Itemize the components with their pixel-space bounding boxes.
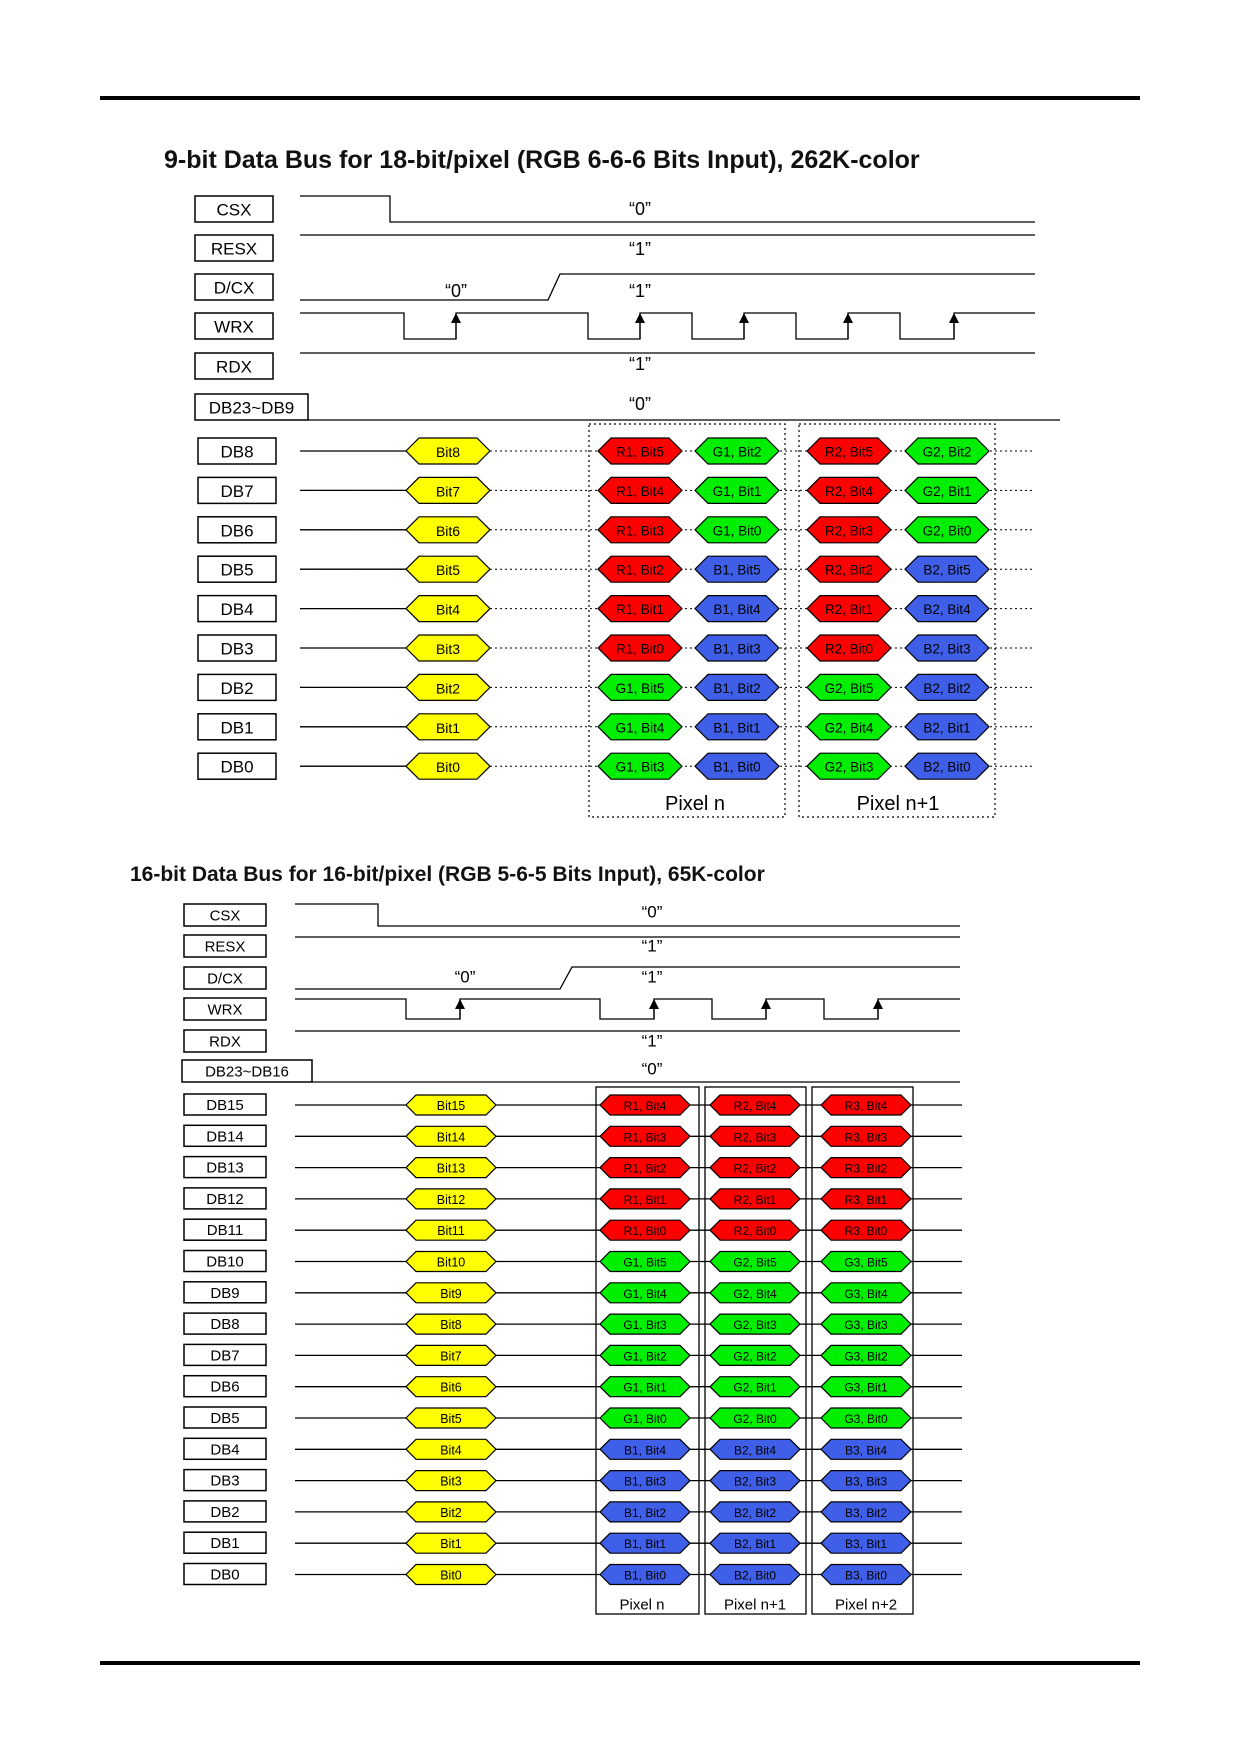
- d1-cell-3-0: R1, Bit2: [615, 562, 665, 578]
- d2-wrx-rising-edge-3: [761, 999, 771, 1009]
- d2-cell-15-2: B3, Bit0: [844, 1568, 888, 1583]
- d2-cell-14-0: B1, Bit1: [623, 1537, 667, 1552]
- d2-resx-level: “1”: [641, 936, 663, 956]
- d1-wrx-rising-edge-2: [635, 313, 645, 323]
- d2-cell-11-2: B3, Bit4: [844, 1443, 888, 1458]
- d2-cell-5-1: G2, Bit5: [733, 1255, 777, 1270]
- d2-data-line-db14: DB14: [206, 1128, 244, 1146]
- d2-cell-bit5: Bit5: [440, 1412, 462, 1426]
- d1-cell-6-1: B1, Bit2: [713, 680, 761, 696]
- d1-wrx-rising-edge-4: [843, 313, 853, 323]
- d2-cell-bit7: Bit7: [440, 1349, 462, 1364]
- d1-cell-bit2: Bit2: [435, 680, 461, 697]
- d1-cell-1-3: G2, Bit1: [922, 483, 972, 499]
- d1-signal-resx: RESX: [210, 239, 258, 259]
- d2-cell-4-0: R1, Bit0: [623, 1224, 667, 1239]
- d1-data-line-db4: DB4: [220, 600, 254, 620]
- d1-cell-8-2: G2, Bit3: [824, 759, 874, 775]
- d2-wrx-rising-edge-4: [873, 999, 883, 1009]
- d1-cell-2-3: G2, Bit0: [922, 523, 972, 539]
- d1-wrx-rising-edge-3: [739, 313, 749, 323]
- d2-cell-4-2: R3, Bit0: [844, 1224, 888, 1239]
- d2-signal-wrx: WRX: [207, 1001, 243, 1019]
- d2-cell-3-2: R3, Bit1: [844, 1192, 888, 1207]
- d1-cell-7-3: B2, Bit1: [923, 720, 971, 736]
- d1-cell-1-1: G1, Bit1: [712, 483, 762, 499]
- d2-cell-15-0: B1, Bit0: [623, 1568, 667, 1583]
- d2-cell-3-0: R1, Bit1: [623, 1192, 667, 1207]
- d2-cell-9-2: G3, Bit1: [844, 1380, 888, 1395]
- d2-data-line-db12: DB12: [206, 1190, 244, 1208]
- d1-pixel-label-1: Pixel n: [664, 793, 726, 815]
- d2-cell-8-2: G3, Bit2: [844, 1349, 888, 1364]
- d2-cell-7-1: G2, Bit3: [733, 1318, 777, 1333]
- d1-cell-4-1: B1, Bit4: [713, 602, 761, 618]
- d2-data-line-db5: DB5: [210, 1410, 240, 1427]
- d2-cell-12-1: B2, Bit3: [733, 1474, 777, 1489]
- d1-data-line-db2: DB2: [220, 678, 254, 698]
- d2-db-upper-level: “0”: [641, 1059, 663, 1079]
- d1-resx-level: “1”: [629, 239, 651, 259]
- d2-cell-0-1: R2, Bit4: [733, 1099, 777, 1113]
- d2-signal-db-upper: DB23~DB16: [205, 1063, 289, 1081]
- d1-cell-5-3: B2, Bit3: [923, 641, 971, 657]
- d1-cell-3-2: R2, Bit2: [824, 562, 874, 578]
- d1-cell-4-0: R1, Bit1: [615, 602, 665, 618]
- d1-cell-6-3: B2, Bit2: [923, 680, 971, 696]
- d2-data-line-db7: DB7: [210, 1347, 240, 1365]
- d2-cell-9-0: G1, Bit1: [623, 1380, 667, 1395]
- d2-cell-5-2: G3, Bit5: [844, 1255, 888, 1270]
- d1-cell-0-2: R2, Bit5: [824, 444, 874, 460]
- d2-cell-1-2: R3, Bit3: [844, 1130, 888, 1145]
- d2-pixel-label-1: Pixel n: [619, 1596, 665, 1614]
- d2-cell-2-2: R3, Bit2: [844, 1161, 888, 1176]
- d1-dcx-level-before: “0”: [445, 281, 467, 301]
- d2-cell-bit3: Bit3: [440, 1474, 462, 1489]
- d1-data-line-db5: DB5: [220, 560, 254, 580]
- d1-cell-1-2: R2, Bit4: [824, 483, 874, 499]
- d2-cell-3-1: R2, Bit1: [733, 1192, 777, 1207]
- d2-cell-bit4: Bit4: [440, 1443, 462, 1458]
- d1-signal-csx: CSX: [216, 200, 252, 220]
- d1-cell-7-1: B1, Bit1: [713, 720, 761, 736]
- d1-cell-bit4: Bit4: [435, 601, 461, 618]
- d2-cell-2-1: R2, Bit2: [733, 1161, 777, 1176]
- d1-cell-3-3: B2, Bit5: [923, 562, 971, 578]
- d2-data-line-db6: DB6: [210, 1378, 240, 1396]
- d2-dcx-waveform: [295, 967, 960, 989]
- d1-dcx-waveform: [300, 274, 1035, 300]
- d2-cell-2-0: R1, Bit2: [623, 1161, 667, 1176]
- d2-cell-12-2: B3, Bit3: [844, 1474, 888, 1489]
- d2-data-line-db8: DB8: [210, 1316, 240, 1334]
- d1-rdx-level: “1”: [629, 354, 651, 374]
- diagram-1-title: 9-bit Data Bus for 18-bit/pixel (RGB 6-6-6 Bits Input), 262K-color: [164, 146, 920, 174]
- d2-cell-13-2: B3, Bit2: [844, 1505, 888, 1520]
- d2-cell-14-2: B3, Bit1: [844, 1537, 888, 1552]
- d1-signal-wrx: WRX: [214, 317, 254, 337]
- d2-csx-level: “0”: [641, 902, 663, 922]
- d2-cell-6-2: G3, Bit4: [844, 1286, 888, 1301]
- d1-wrx-rising-edge-5: [949, 313, 959, 323]
- d1-cell-bit5: Bit5: [435, 562, 461, 579]
- d2-wrx-rising-edge-1: [455, 999, 465, 1009]
- d1-data-line-db3: DB3: [220, 639, 254, 659]
- d2-cell-bit10: Bit10: [436, 1255, 466, 1270]
- d2-cell-14-1: B2, Bit1: [733, 1537, 777, 1552]
- d1-signal-db-upper: DB23~DB9: [208, 398, 295, 418]
- d2-cell-11-1: B2, Bit4: [733, 1443, 777, 1458]
- d2-wrx-waveform: [295, 999, 960, 1019]
- d2-data-line-db1: DB1: [210, 1535, 240, 1553]
- d1-wrx-waveform: [300, 313, 1035, 339]
- d1-cell-3-1: B1, Bit5: [713, 562, 761, 578]
- d2-pixel-label-2: Pixel n+1: [723, 1596, 787, 1614]
- d1-data-line-db8: DB8: [220, 442, 254, 462]
- d2-cell-15-1: B2, Bit0: [733, 1568, 777, 1583]
- d1-cell-2-0: R1, Bit3: [615, 523, 665, 539]
- d2-cell-13-0: B1, Bit2: [623, 1505, 667, 1520]
- d2-data-line-db3: DB3: [210, 1472, 240, 1490]
- d1-cell-8-3: B2, Bit0: [923, 759, 971, 775]
- d1-cell-bit7: Bit7: [435, 483, 461, 500]
- d2-cell-5-0: G1, Bit5: [623, 1255, 667, 1270]
- d1-data-line-db0: DB0: [220, 757, 254, 777]
- d2-cell-bit11: Bit11: [437, 1224, 465, 1239]
- d1-cell-4-3: B2, Bit4: [923, 602, 971, 618]
- d2-cell-10-1: G2, Bit0: [733, 1412, 777, 1426]
- d2-cell-bit14: Bit14: [436, 1130, 466, 1145]
- d1-cell-bit8: Bit8: [435, 444, 461, 460]
- d2-cell-bit15: Bit15: [436, 1099, 466, 1113]
- d2-cell-0-2: R3, Bit4: [844, 1099, 888, 1113]
- d2-dcx-level-before: “0”: [454, 967, 476, 987]
- d2-data-line-db2: DB2: [210, 1503, 240, 1521]
- d2-cell-bit13: Bit13: [436, 1161, 466, 1176]
- d2-signal-rdx: RDX: [209, 1033, 241, 1051]
- d1-data-line-db7: DB7: [220, 481, 254, 501]
- d2-cell-bit12: Bit12: [436, 1192, 466, 1207]
- d2-cell-bit1: Bit1: [440, 1537, 462, 1552]
- d2-data-line-db9: DB9: [210, 1284, 240, 1302]
- d2-wrx-rising-edge-2: [649, 999, 659, 1009]
- d2-cell-bit0: Bit0: [440, 1568, 462, 1583]
- d1-cell-5-2: R2, Bit0: [824, 641, 874, 657]
- d1-wrx-rising-edge-1: [451, 313, 461, 323]
- d1-db-upper-level: “0”: [629, 394, 651, 414]
- d1-csx-waveform: [300, 196, 1035, 222]
- d2-cell-bit8: Bit8: [440, 1318, 462, 1333]
- d1-cell-bit0: Bit0: [435, 759, 461, 776]
- d2-data-line-db13: DB13: [206, 1159, 244, 1177]
- d2-cell-10-0: G1, Bit0: [623, 1412, 667, 1426]
- d2-cell-bit2: Bit2: [440, 1505, 462, 1520]
- d2-data-line-db15: DB15: [206, 1097, 244, 1114]
- d2-cell-11-0: B1, Bit4: [623, 1443, 667, 1458]
- d1-cell-7-0: G1, Bit4: [615, 720, 665, 736]
- d1-cell-8-0: G1, Bit3: [615, 759, 665, 775]
- d2-cell-1-1: R2, Bit3: [733, 1130, 777, 1145]
- d2-cell-8-1: G2, Bit2: [733, 1349, 777, 1364]
- d1-cell-7-2: G2, Bit4: [824, 720, 874, 736]
- d1-dcx-level: “1”: [629, 281, 651, 301]
- d2-signal-csx: CSX: [209, 907, 241, 925]
- d2-data-line-db0: DB0: [210, 1566, 240, 1584]
- d1-cell-8-1: B1, Bit0: [713, 759, 761, 775]
- d2-cell-12-0: B1, Bit3: [623, 1474, 667, 1489]
- d1-cell-0-1: G1, Bit2: [712, 444, 762, 460]
- d1-cell-0-0: R1, Bit5: [615, 444, 665, 460]
- d1-cell-6-0: G1, Bit5: [615, 680, 665, 696]
- d1-signal-rdx: RDX: [216, 357, 252, 377]
- d1-data-line-db6: DB6: [220, 521, 254, 541]
- d2-cell-6-1: G2, Bit4: [733, 1286, 777, 1301]
- d2-cell-bit9: Bit9: [440, 1286, 462, 1301]
- d2-data-line-db11: DB11: [206, 1222, 244, 1240]
- d2-signal-dcx: D/CX: [207, 970, 243, 988]
- d2-cell-7-2: G3, Bit3: [844, 1318, 888, 1333]
- d1-cell-2-2: R2, Bit3: [824, 523, 874, 539]
- d1-cell-bit1: Bit1: [435, 719, 461, 736]
- d1-cell-2-1: G1, Bit0: [712, 523, 762, 539]
- d1-cell-5-1: B1, Bit3: [713, 641, 761, 657]
- d2-dcx-level: “1”: [641, 967, 663, 987]
- d2-cell-1-0: R1, Bit3: [623, 1130, 667, 1145]
- d2-cell-0-0: R1, Bit4: [623, 1099, 667, 1113]
- d1-cell-0-3: G2, Bit2: [922, 444, 972, 460]
- d2-cell-9-1: G2, Bit1: [733, 1380, 777, 1395]
- diagram-2-title: 16-bit Data Bus for 16-bit/pixel (RGB 5-6-5 Bits Input), 65K-color: [130, 863, 765, 886]
- d2-cell-10-2: G3, Bit0: [844, 1412, 888, 1426]
- d2-signal-resx: RESX: [204, 938, 246, 956]
- d1-cell-bit3: Bit3: [435, 641, 461, 657]
- d2-cell-8-0: G1, Bit2: [623, 1349, 667, 1364]
- d2-cell-6-0: G1, Bit4: [623, 1286, 667, 1301]
- d1-data-line-db1: DB1: [220, 718, 254, 738]
- d1-cell-5-0: R1, Bit0: [615, 641, 665, 657]
- d2-cell-13-1: B2, Bit2: [733, 1505, 777, 1520]
- d2-csx-waveform: [295, 904, 960, 926]
- d1-signal-dcx: D/CX: [213, 278, 255, 298]
- d2-cell-bit6: Bit6: [440, 1380, 462, 1395]
- d2-data-line-db4: DB4: [210, 1441, 240, 1459]
- d1-csx-level: “0”: [629, 199, 651, 219]
- d1-pixel-label-2: Pixel n+1: [856, 793, 940, 815]
- d2-cell-7-0: G1, Bit3: [623, 1318, 667, 1333]
- d2-rdx-level: “1”: [641, 1031, 663, 1051]
- d1-cell-4-2: R2, Bit1: [824, 602, 874, 618]
- d1-cell-6-2: G2, Bit5: [824, 680, 874, 696]
- d1-cell-bit6: Bit6: [435, 522, 461, 539]
- d2-pixel-label-3: Pixel n+2: [834, 1596, 898, 1614]
- d2-data-line-db10: DB10: [206, 1253, 244, 1271]
- d1-cell-1-0: R1, Bit4: [615, 483, 665, 499]
- d2-cell-4-1: R2, Bit0: [733, 1224, 777, 1239]
